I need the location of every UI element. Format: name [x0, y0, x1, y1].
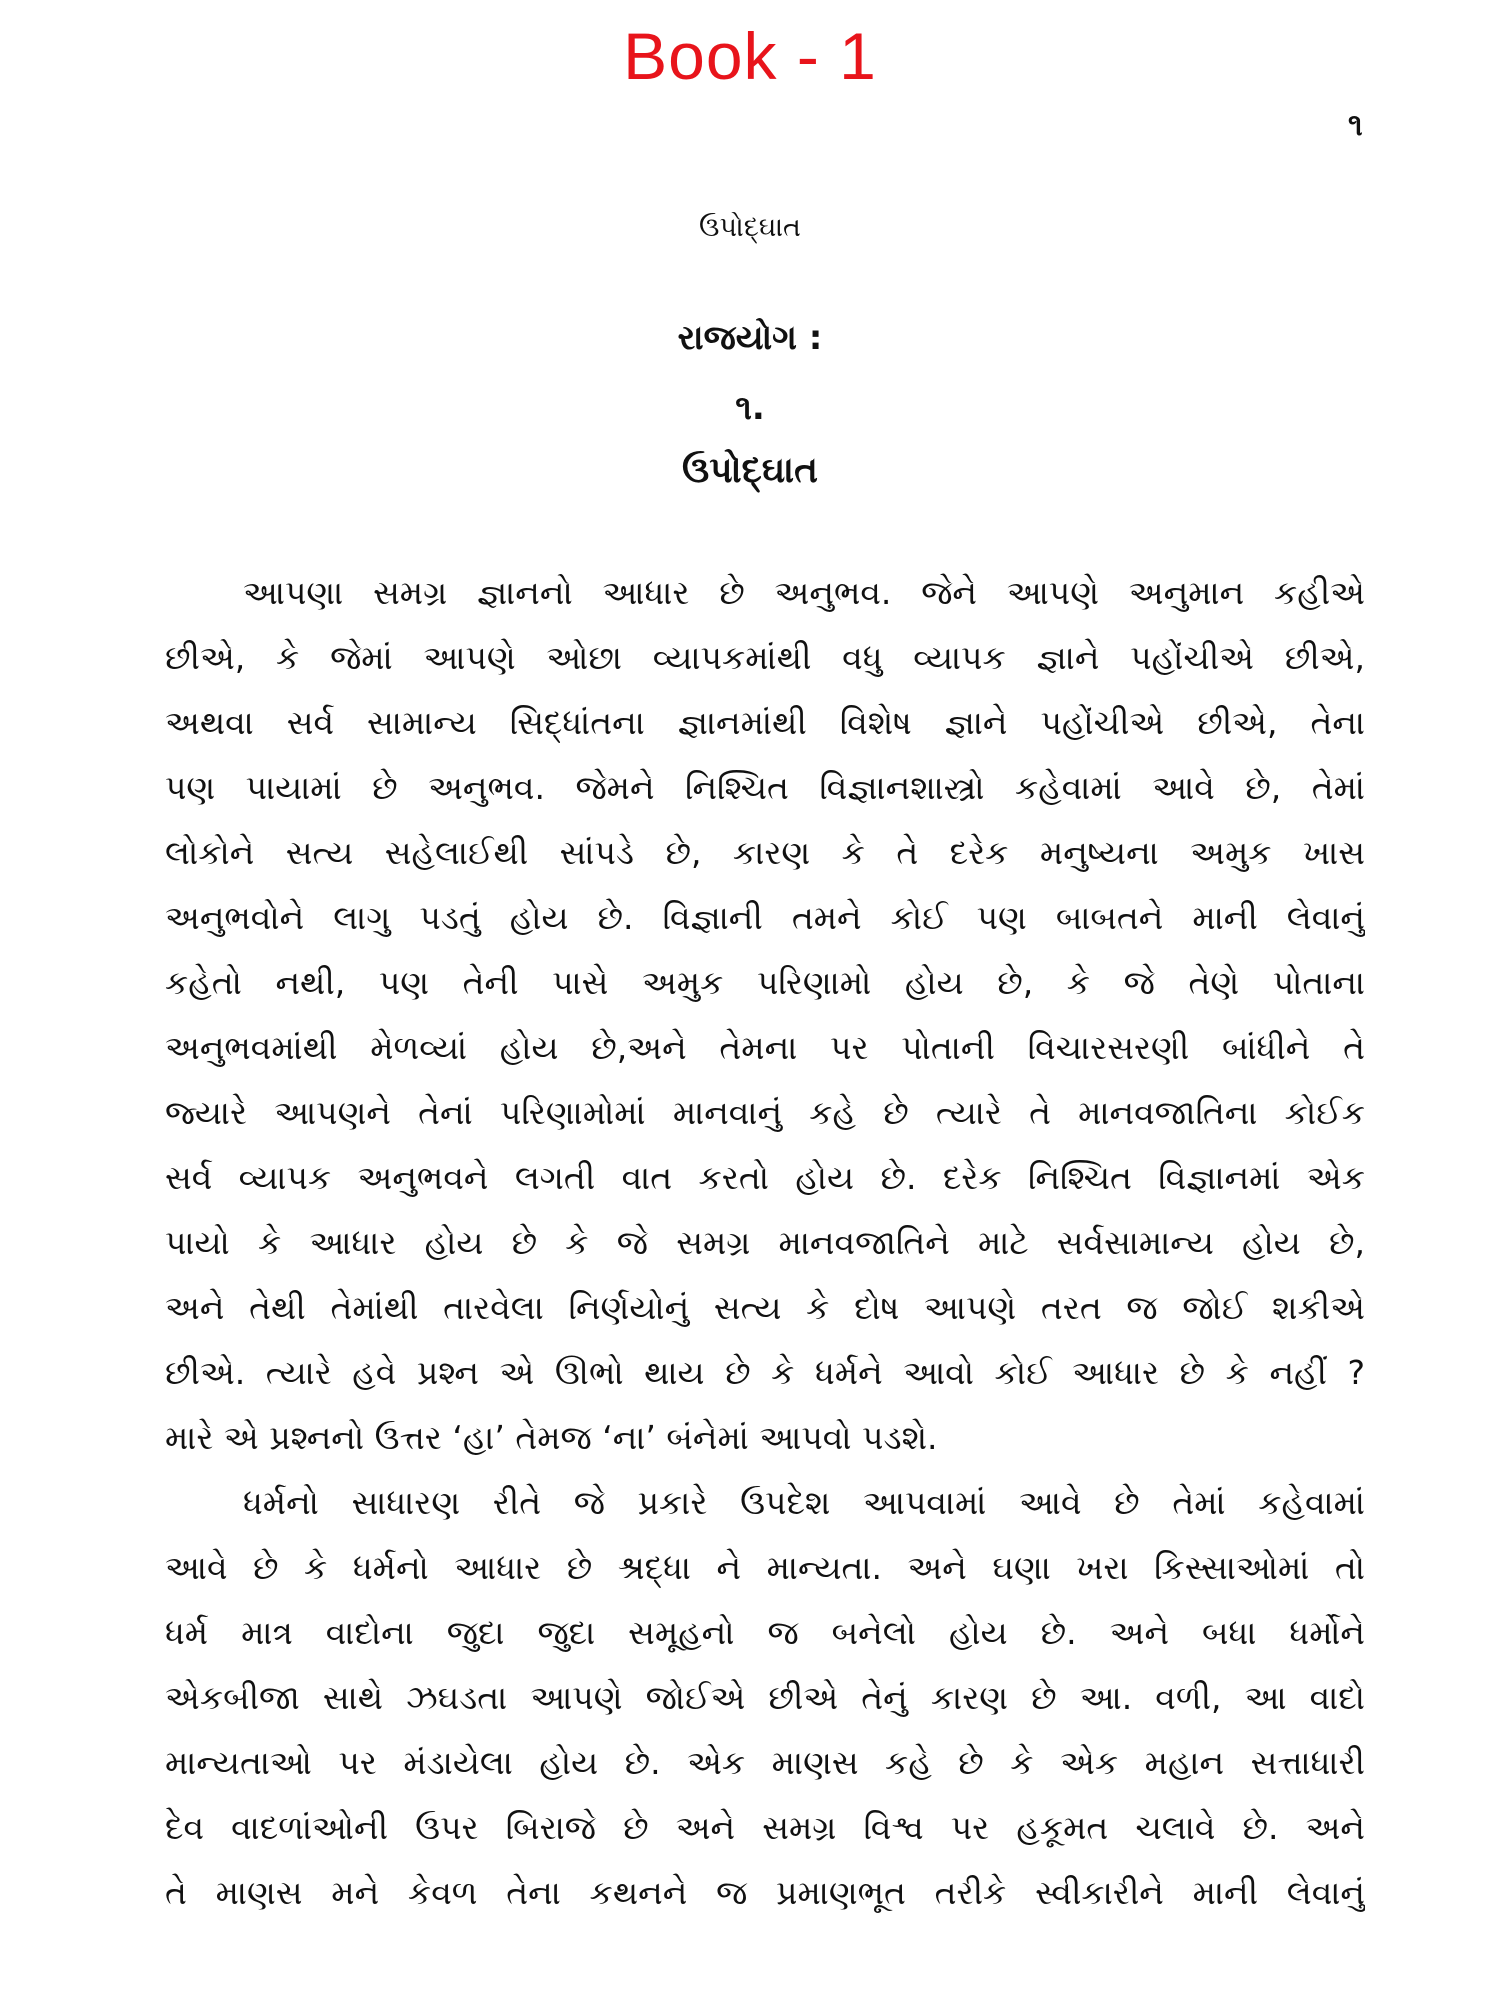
page-number: ૧ — [1348, 108, 1363, 143]
text-line: આપણા સમગ્ર જ્ઞાનનો આધાર છે અનુભવ. જેને આપણે અનુમાન કહીએ — [243, 573, 1365, 612]
text-line: કહેતો નથી, પણ તેની પાસે અમુક પરિણામો હોય છે, કે જે તેણે પોતાના — [165, 963, 1365, 1002]
chapter-number: ૧. — [735, 388, 765, 428]
book-label: Book - 1 — [623, 19, 877, 93]
text-line: સર્વ વ્યાપક અનુભવને લગતી વાત કરતો હોય છે. દરેક નિશ્ચિત વિજ્ઞાનમાં એક — [165, 1158, 1365, 1197]
text-line: અને તેથી તેમાંથી તારવેલા નિર્ણયોનું સત્ય કે દોષ આપણે તરત જ જોઈ શકીએ — [165, 1288, 1365, 1327]
text-line: એકબીજા સાથે ઝઘડતા આપણે જોઈએ છીએ તેનું કારણ છે આ. વળી, આ વાદો — [165, 1678, 1365, 1717]
text-line: ધર્મ માત્ર વાદોના જુદા જુદા સમૂહનો જ બનેલો હોય છે. અને બધા ધર્મોને — [165, 1613, 1365, 1652]
text-line: માન્યતાઓ પર મંડાયેલા હોય છે. એક માણસ કહે છે કે એક મહાન સત્તાધારી — [165, 1743, 1365, 1782]
body-text — [165, 560, 1365, 1925]
text-line: છીએ. ત્યારે હવે પ્રશ્ન એ ઊભો થાય છે કે ધર્મને આવો કોઈ આધાર છે કે નહીં ? — [165, 1353, 1365, 1392]
text-line: અથવા સર્વ સામાન્ય સિદ્ધાંતના જ્ઞાનમાંથી વિશેષ જ્ઞાને પહોંચીએ છીએ, તેના — [165, 703, 1365, 742]
section-title: રાજયોગ : — [677, 318, 823, 358]
text-line: અનુભવમાંથી મેળવ્યાં હોય છે,અને તેમના પર પોતાની વિચારસરણી બાંધીને તે — [165, 1028, 1365, 1067]
text-line: ધર્મનો સાધારણ રીતે જે પ્રકારે ઉપદેશ આપવામાં આવે છે તેમાં કહેવામાં — [243, 1483, 1365, 1522]
text-line: છીએ, કે જેમાં આપણે ઓછા વ્યાપકમાંથી વધુ વ્યાપક જ્ઞાને પહોંચીએ છીએ, — [165, 638, 1365, 677]
text-line: મારે એ પ્રશ્નનો ઉત્તર ‘હા’ તેમજ ‘ના’ બંનેમાં આપવો પડશે. — [165, 1418, 938, 1457]
chapter-title: ઉપોદ્‌ઘાત — [682, 450, 818, 491]
text-line: દેવ વાદળાંઓની ઉપર બિરાજે છે અને સમગ્ર વિશ્વ પર હકૂમત ચલાવે છે. અને — [165, 1808, 1365, 1847]
text-line: આવે છે કે ધર્મનો આધાર છે શ્રદ્ધા ને માન્યતા. અને ઘણા ખરા કિસ્સાઓમાં તો — [165, 1548, 1365, 1587]
text-line: જ્યારે આપણને તેનાં પરિણામોમાં માનવાનું કહે છે ત્યારે તે માનવજાતિના કોઈક — [165, 1093, 1365, 1132]
text-line: પાયો કે આધાર હોય છે કે જે સમગ્ર માનવજાતિને માટે સર્વસામાન્ય હોય છે, — [165, 1223, 1365, 1262]
running-head: ઉપોદ્‌ઘાત — [699, 212, 801, 243]
text-line: તે માણસ મને કેવળ તેના કથનને જ પ્રમાણભૂત તરીકે સ્વીકારીને માની લેવાનું — [165, 1873, 1365, 1912]
text-line: લોકોને સત્ય સહેલાઈથી સાંપડે છે, કારણ કે તે દરેક મનુષ્યના અમુક ખાસ — [165, 833, 1365, 872]
text-line: અનુભવોને લાગુ પડતું હોય છે. વિજ્ઞાની તમને કોઈ પણ બાબતને માની લેવાનું — [165, 898, 1365, 937]
text-line: પણ પાયામાં છે અનુભવ. જેમને નિશ્ચિત વિજ્ઞાનશાસ્ત્રો કહેવામાં આવે છે, તેમાં — [165, 768, 1365, 807]
